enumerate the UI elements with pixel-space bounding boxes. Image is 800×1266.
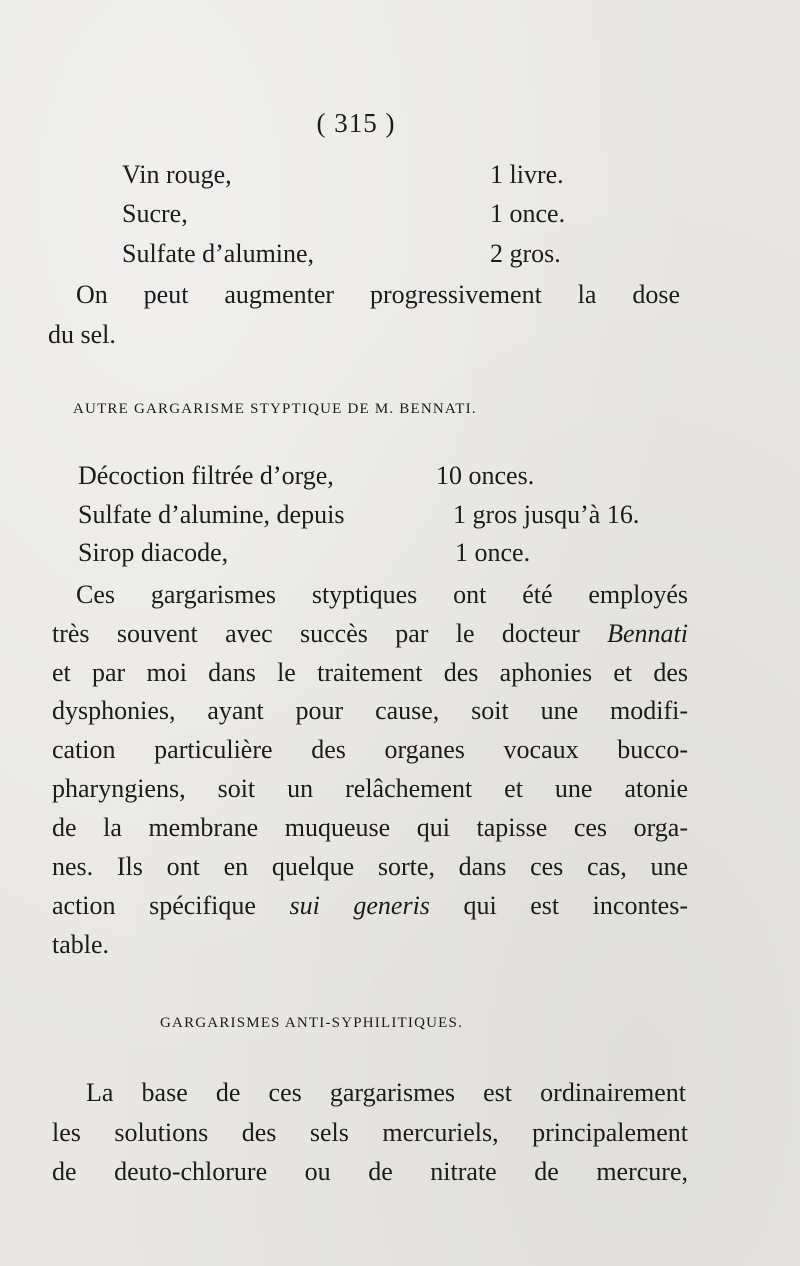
recipe-item-quantity: 1 once. — [490, 199, 566, 228]
paragraph-line: Ces gargarismes styptiques ont été employés — [76, 580, 688, 609]
paragraph-text: action spécifique — [52, 891, 290, 920]
paragraph-line: pharyngiens, soit un relâchement et une atonie — [52, 774, 688, 803]
recipe-item-name: Sulfate d’alumine, — [122, 239, 315, 268]
paragraph-line: cation particulière des organes vocaux bucco- — [52, 735, 688, 764]
recipe-item-quantity: 2 gros. — [490, 239, 561, 268]
paragraph-line: dysphonies, ayant pour cause, soit une modifi- — [52, 696, 688, 725]
paragraph-text: qui est incontes- — [429, 891, 688, 920]
recipe-item-name: Sulfate d’alumine, depuis — [78, 500, 345, 529]
recipe-item-quantity: 1 once. — [455, 538, 531, 567]
recipe-note-line: On peut augmenter progressivement la dose — [76, 280, 680, 309]
latin-phrase: sui generis — [289, 891, 430, 920]
paragraph-line: La base de ces gargarismes est ordinairement — [86, 1078, 686, 1107]
recipe-item-name: Sucre, — [122, 199, 188, 228]
paragraph-line: de deuto-chlorure ou de nitrate de mercure, — [52, 1157, 688, 1186]
recipe-note-line: du sel. — [48, 320, 116, 349]
paragraph-line: nes. Ils ont en quelque sorte, dans ces cas, une — [52, 852, 688, 881]
paragraph-text: très souvent avec succès par le docteur — [52, 619, 608, 648]
recipe-item-quantity: 1 gros jusqu’à 16. — [453, 500, 640, 529]
author-name: Bennati — [607, 619, 688, 648]
section-heading: GARGARISMES ANTI-SYPHILITIQUES. — [160, 1015, 464, 1031]
paragraph-line: table. — [52, 930, 110, 959]
recipe-item-name: Décoction filtrée d’orge, — [78, 461, 334, 490]
section-heading: AUTRE GARGARISME STYPTIQUE DE M. BENNATI. — [73, 401, 477, 417]
recipe-item-quantity: 1 livre. — [490, 160, 564, 189]
recipe-item-quantity: 10 onces. — [436, 461, 535, 490]
recipe-item-name: Sirop diacode, — [78, 538, 229, 567]
paragraph-line — [52, 621, 688, 647]
paragraph-line: les solutions des sels mercuriels, principalement — [52, 1118, 688, 1147]
paragraph-line — [52, 893, 688, 919]
page-number: ( 315 ) — [316, 108, 396, 138]
recipe-item-name: Vin rouge, — [122, 160, 232, 189]
paragraph-line: et par moi dans le traitement des aphonies et des — [52, 658, 688, 687]
paragraph-line: de la membrane muqueuse qui tapisse ces orga- — [52, 813, 688, 842]
